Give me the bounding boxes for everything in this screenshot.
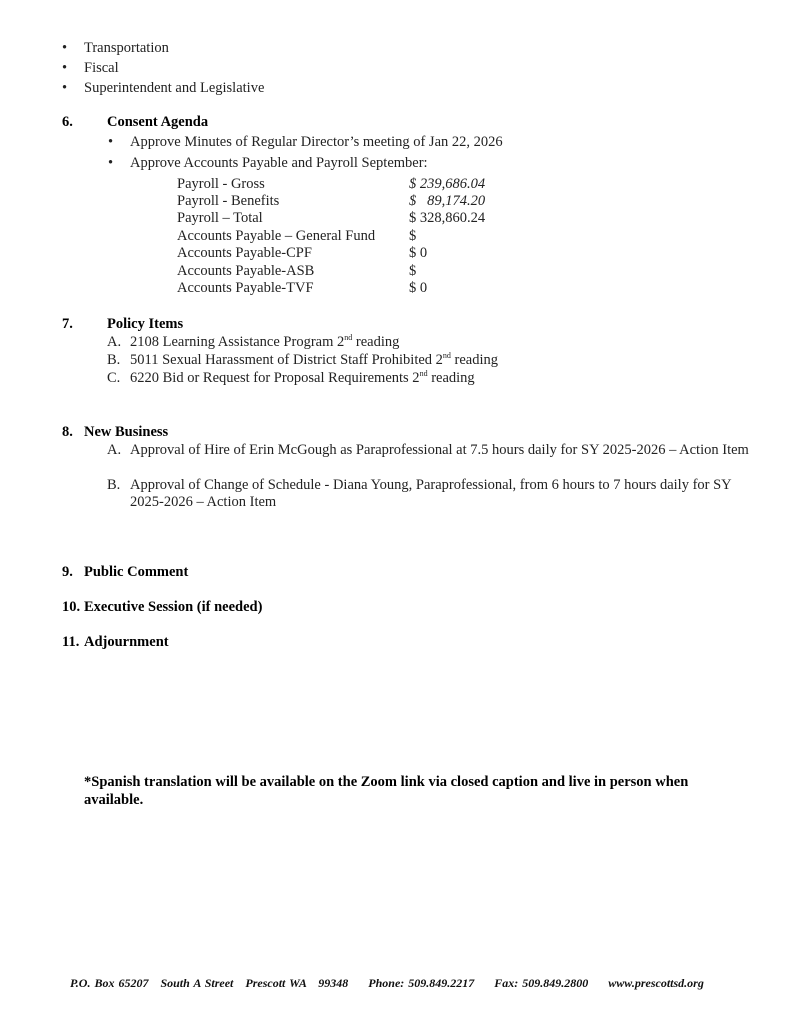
list-letter: C. <box>107 370 121 386</box>
table-label: Accounts Payable-TVF <box>177 280 314 296</box>
table-label: Accounts Payable-ASB <box>177 263 315 279</box>
policy-tail: reading <box>450 352 499 368</box>
policy-text: 5011 Sexual Harassment of District Staff Prohibited 2 <box>130 352 443 368</box>
section-number: 6. <box>62 114 73 130</box>
table-value: $ <box>409 263 417 279</box>
new-business-item: Approval of Hire of Erin McGough as Paraprofessional at 7.5 hours daily for SY 2025-2026 – Action Item <box>130 442 749 458</box>
table-value: $ 328,860.24 <box>409 210 486 226</box>
section-number: 9. <box>62 564 73 580</box>
policy-item <box>130 370 475 387</box>
section-title: New Business <box>84 424 169 440</box>
section-title: Adjournment <box>84 634 169 650</box>
list-letter: A. <box>107 442 122 458</box>
section-number: 10. <box>62 599 81 615</box>
ordinal-suffix: nd <box>344 333 353 343</box>
policy-tail: reading <box>352 334 400 350</box>
bullet-item: • Fiscal <box>84 60 119 77</box>
table-label: Payroll - Gross <box>177 176 265 192</box>
policy-text: 2108 Learning Assistance Program 2 <box>130 334 345 350</box>
table-value: $ 239,686.04 <box>409 176 486 192</box>
table-value: $ 0 <box>409 245 428 261</box>
policy-item <box>130 334 399 351</box>
bullet-item: • Transportation <box>84 40 169 57</box>
section-title: Policy Items <box>107 316 184 332</box>
table-value: $ 0 <box>409 280 428 296</box>
table-label: Accounts Payable-CPF <box>177 245 312 261</box>
table-label: Accounts Payable – General Fund <box>177 228 376 244</box>
ordinal-suffix: nd <box>442 351 451 361</box>
table-label: Payroll – Total <box>177 210 263 226</box>
section-number: 8. <box>62 424 73 440</box>
section-title: Consent Agenda <box>107 114 209 130</box>
translation-note: *Spanish translation will be available on the Zoom link via closed caption and live in person when available. <box>84 774 689 808</box>
footer-contact: P.O. Box 65207 South A Street Prescott WA 99348 Phone: 509.849.2217 Fax: 509.849.2800 www.prescottsd.org <box>70 976 704 990</box>
table-value: $ <box>409 228 417 244</box>
section-number: 7. <box>62 316 73 332</box>
bullet-item: • Approve Accounts Payable and Payroll September: <box>130 155 428 172</box>
list-letter: A. <box>107 334 122 350</box>
policy-item <box>130 352 498 369</box>
section-number: 11. <box>62 634 80 650</box>
table-value: $ 89,174.20 <box>409 193 486 209</box>
bullet-item: • Superintendent and Legislative <box>84 80 264 97</box>
policy-text: 6220 Bid or Request for Proposal Requirements 2 <box>130 370 420 386</box>
list-letter: B. <box>107 477 121 493</box>
table-label: Payroll - Benefits <box>177 193 280 209</box>
new-business-item: Approval of Change of Schedule - Diana Young, Paraprofessional, from 6 hours to 7 hours daily for SY 2025-2026 – Action Item <box>130 477 732 510</box>
section-title: Executive Session (if needed) <box>84 599 263 615</box>
section-title: Public Comment <box>84 564 189 580</box>
ordinal-suffix: nd <box>419 369 428 379</box>
policy-tail: reading <box>427 370 475 386</box>
bullet-item: • Approve Minutes of Regular Director’s meeting of Jan 22, 2026 <box>130 134 503 151</box>
list-letter: B. <box>107 352 121 368</box>
